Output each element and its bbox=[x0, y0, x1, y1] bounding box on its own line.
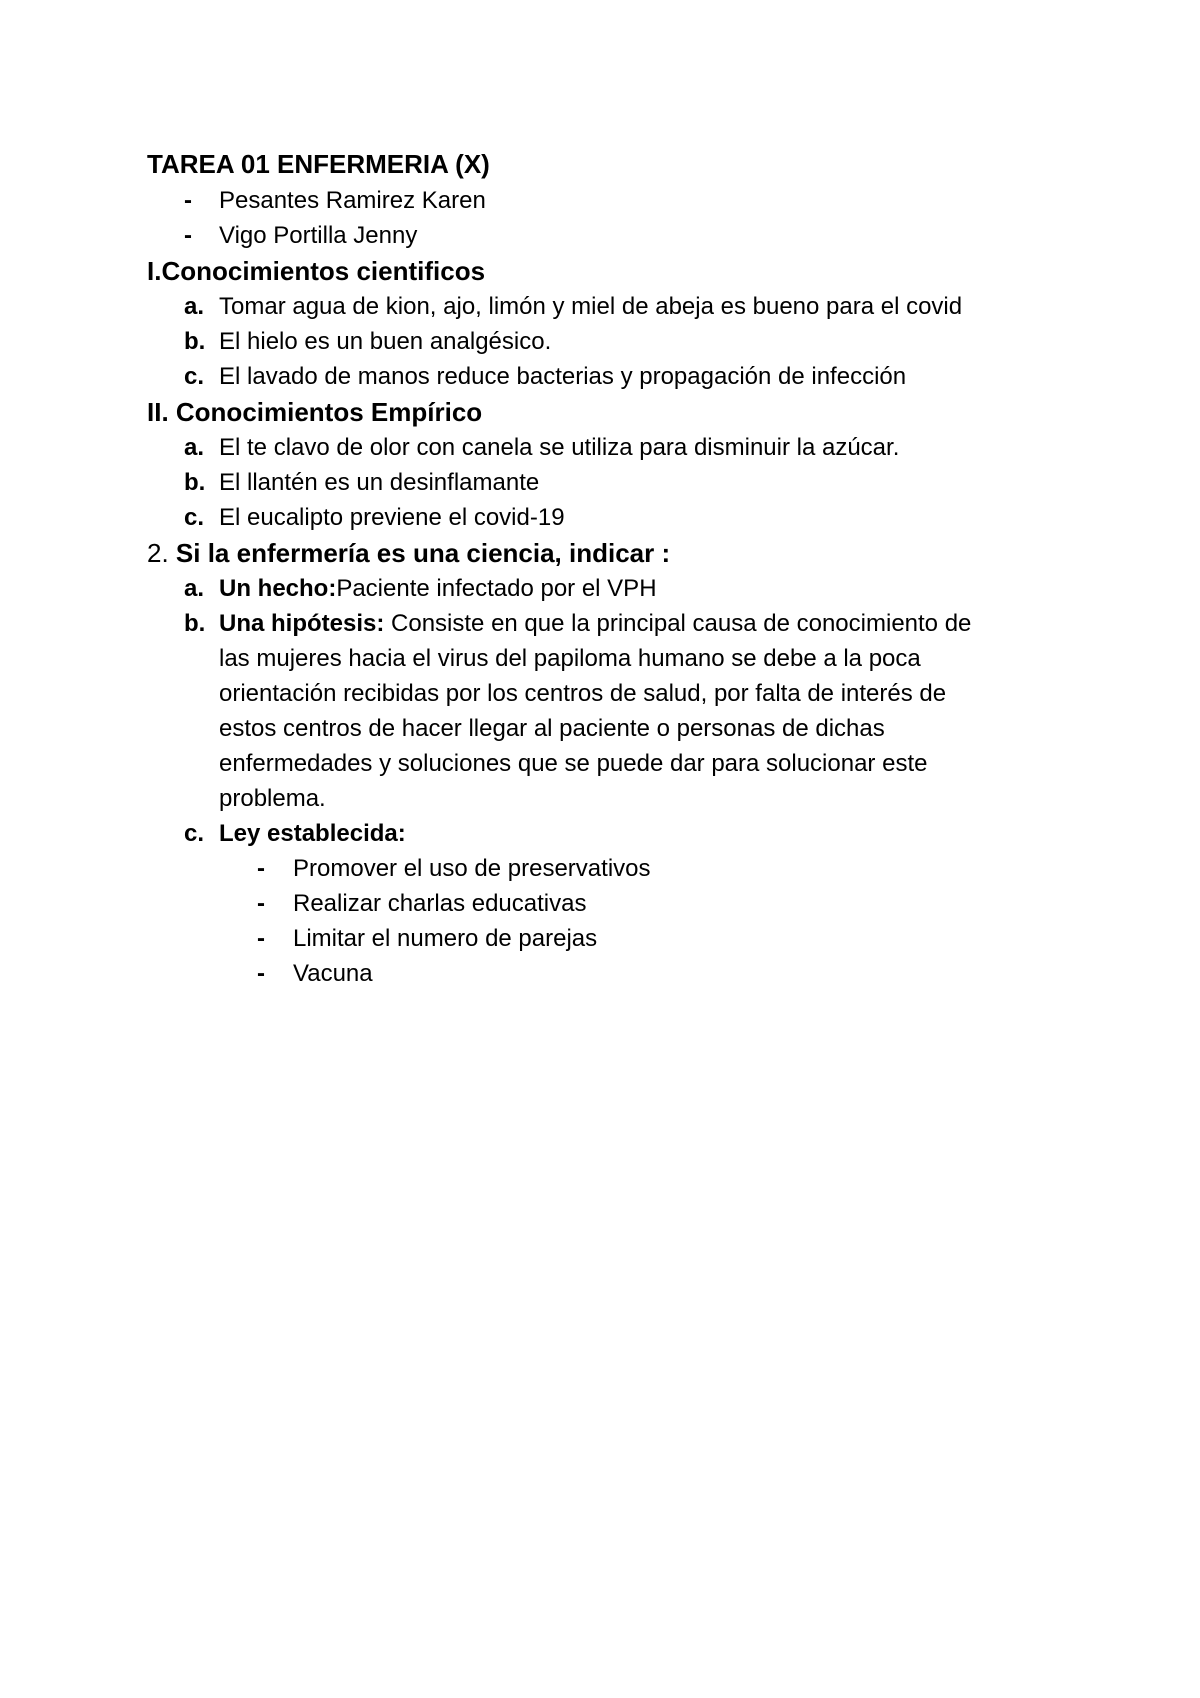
item-label: Una hipótesis: bbox=[219, 610, 385, 637]
law-item-text: Vacuna bbox=[293, 960, 373, 987]
list-marker: a. bbox=[184, 575, 205, 602]
bullet-dash: - bbox=[184, 187, 192, 214]
author-name: Vigo Portilla Jenny bbox=[219, 222, 418, 249]
law-item-text: Realizar charlas educativas bbox=[293, 890, 587, 917]
list-marker: a. bbox=[184, 434, 205, 461]
law-item bbox=[147, 956, 1067, 991]
author-item bbox=[147, 218, 1067, 253]
list-item-law bbox=[147, 816, 1067, 851]
bullet-dash: - bbox=[257, 890, 265, 917]
law-item bbox=[147, 851, 1067, 886]
author-item bbox=[147, 183, 1067, 218]
hypothesis-line: enfermedades y soluciones que se puede dar para solucionar este bbox=[219, 750, 928, 777]
list-item-hypothesis bbox=[147, 606, 1067, 641]
hypothesis-line: estos centros de hacer llegar al paciente o personas de dichas bbox=[219, 715, 885, 742]
list-item-fact bbox=[147, 571, 1067, 606]
list-item bbox=[147, 430, 1067, 465]
law-item-text: Promover el uso de preservativos bbox=[293, 855, 651, 882]
hypothesis-line: problema. bbox=[219, 785, 326, 812]
list-item-text: El lavado de manos reduce bacterias y propagación de infección bbox=[219, 363, 907, 390]
list-marker: b. bbox=[184, 469, 206, 496]
law-item-text: Limitar el numero de parejas bbox=[293, 925, 598, 952]
list-marker: c. bbox=[184, 363, 205, 390]
law-item bbox=[147, 921, 1067, 956]
list-item bbox=[147, 465, 1067, 500]
list-item-text: El te clavo de olor con canela se utiliza para disminuir la azúcar. bbox=[219, 434, 900, 461]
list-marker: a. bbox=[184, 293, 205, 320]
list-item-text: Tomar agua de kion, ajo, limón y miel de abeja es bueno para el covid bbox=[219, 293, 963, 320]
document-title: TAREA 01 ENFERMERIA (X) bbox=[147, 149, 490, 179]
section-heading-text: Si la enfermería es una ciencia, indicar : bbox=[175, 538, 671, 568]
item-label: Ley establecida: bbox=[219, 820, 406, 847]
list-item bbox=[147, 289, 1067, 324]
document-page bbox=[147, 146, 1067, 991]
list-marker: b. bbox=[184, 328, 206, 355]
section-heading-empirical: II. Conocimientos Empírico bbox=[147, 397, 483, 427]
list-marker: b. bbox=[184, 610, 206, 637]
list-item bbox=[147, 324, 1067, 359]
list-item bbox=[147, 500, 1067, 535]
list-item-text: El llantén es un desinflamante bbox=[219, 469, 540, 496]
item-label: Un hecho: bbox=[219, 575, 337, 602]
hypothesis-line: las mujeres hacia el virus del papiloma humano se debe a la poca bbox=[219, 645, 921, 672]
author-name: Pesantes Ramirez Karen bbox=[219, 187, 486, 214]
hypothesis-line: orientación recibidas por los centros de salud, por falta de interés de bbox=[219, 680, 947, 707]
section-number: 2. bbox=[147, 538, 169, 568]
list-marker: c. bbox=[184, 504, 205, 531]
bullet-dash: - bbox=[257, 960, 265, 987]
list-item bbox=[147, 359, 1067, 394]
bullet-dash: - bbox=[257, 855, 265, 882]
list-item-text: El hielo es un buen analgésico. bbox=[219, 328, 552, 355]
bullet-dash: - bbox=[257, 925, 265, 952]
list-item-text: Consiste en que la principal causa de conocimiento de bbox=[384, 610, 972, 637]
section-heading-scientific: I.Conocimientos cientificos bbox=[147, 256, 486, 286]
bullet-dash: - bbox=[184, 222, 192, 249]
list-item-text: El eucalipto previene el covid-19 bbox=[219, 504, 565, 531]
list-marker: c. bbox=[184, 820, 205, 847]
section-heading-science bbox=[147, 535, 1067, 571]
law-item bbox=[147, 886, 1067, 921]
list-item-text: Paciente infectado por el VPH bbox=[336, 575, 657, 602]
